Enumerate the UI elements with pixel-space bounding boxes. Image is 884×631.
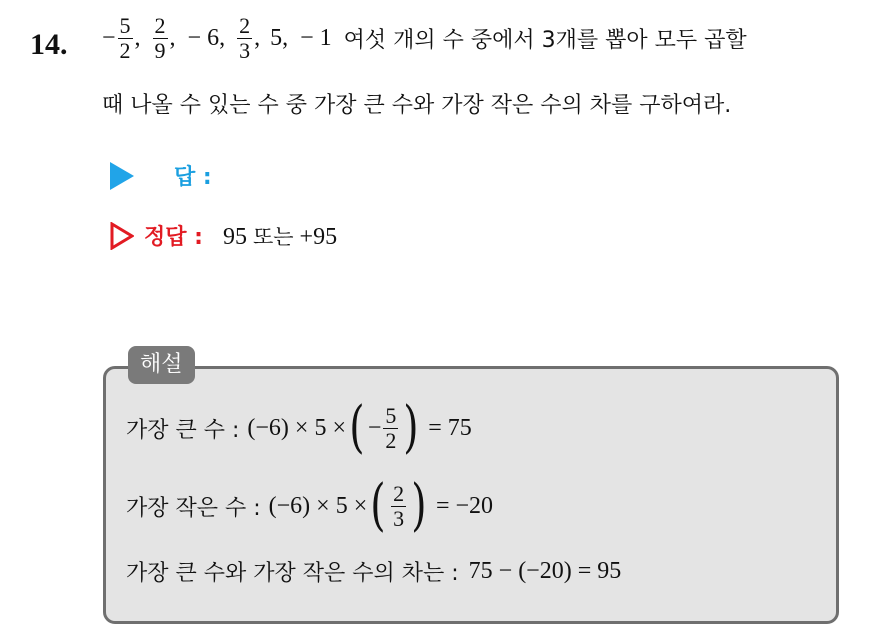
frac-denominator: 3: [239, 38, 251, 63]
correct-answer-label: 정답 :: [144, 225, 203, 250]
comma: ,: [134, 25, 141, 51]
solution-result: = 75: [428, 414, 472, 441]
problem-line-1: [102, 14, 747, 63]
comma: ,: [254, 25, 261, 51]
fraction-2-3: [391, 482, 406, 531]
solution-label: 가장 작은 수 :: [126, 495, 261, 521]
solution-label: 가장 큰 수 :: [126, 417, 240, 443]
left-paren: (: [370, 473, 386, 538]
solution-label: 가장 큰 수와 가장 작은 수의 차는 :: [126, 561, 459, 586]
answer-conjunction: 또는: [252, 224, 294, 249]
frac-numerator: 5: [119, 13, 131, 38]
fraction-2-3: [237, 14, 252, 63]
play-icon: [110, 162, 134, 190]
fraction-5-2: [118, 14, 133, 63]
problem-line-2: 때 나올 수 있는 수 중 가장 큰 수와 가장 작은 수의 차를 구하여라.: [102, 93, 732, 118]
frac-numerator: 5: [385, 402, 397, 428]
answer-label: 답 :: [174, 165, 212, 190]
frac-denominator: 3: [393, 505, 405, 531]
right-paren: ): [403, 395, 419, 460]
fraction-5-2: [383, 404, 398, 453]
comma: ,: [169, 25, 176, 51]
answer-number: 95: [222, 223, 247, 250]
number-item: − 6,: [187, 25, 226, 51]
solution-line-1: [126, 395, 472, 460]
solution-tag: 해설: [128, 346, 195, 384]
frac-numerator: 2: [393, 480, 405, 506]
number-item: 5,: [270, 25, 289, 51]
fraction-2-9: [153, 14, 168, 63]
solution-expression: 75 − (−20) = 95: [468, 558, 622, 584]
frac-denominator: 2: [385, 427, 397, 453]
solution-expression: (−6) × 5 ×: [247, 414, 346, 441]
frac-numerator: 2: [154, 13, 166, 38]
solution-result: = −20: [435, 492, 494, 519]
correct-answer-row: [110, 220, 337, 251]
problem-text: 여섯 개의 수 중에서 3개를 뽑아 모두 곱할: [343, 28, 747, 53]
frac-denominator: 9: [154, 38, 166, 63]
left-paren: (: [349, 395, 365, 460]
answer-alt-number: +95: [299, 223, 338, 250]
solution-expression: (−6) × 5 ×: [268, 492, 368, 519]
frac-denominator: 2: [119, 38, 131, 63]
correct-answer-value: [223, 221, 337, 251]
number-item: − 1: [300, 25, 332, 51]
outline-triangle-icon: [110, 222, 134, 250]
solution-line-3: [126, 556, 621, 587]
answer-row: [110, 160, 212, 191]
frac-numerator: 2: [239, 13, 251, 38]
solution-line-2: [126, 473, 494, 538]
problem-number: 14.: [30, 28, 68, 61]
neg-sign: −: [102, 25, 116, 51]
right-paren: ): [411, 473, 427, 538]
neg-sign: −: [367, 414, 382, 441]
